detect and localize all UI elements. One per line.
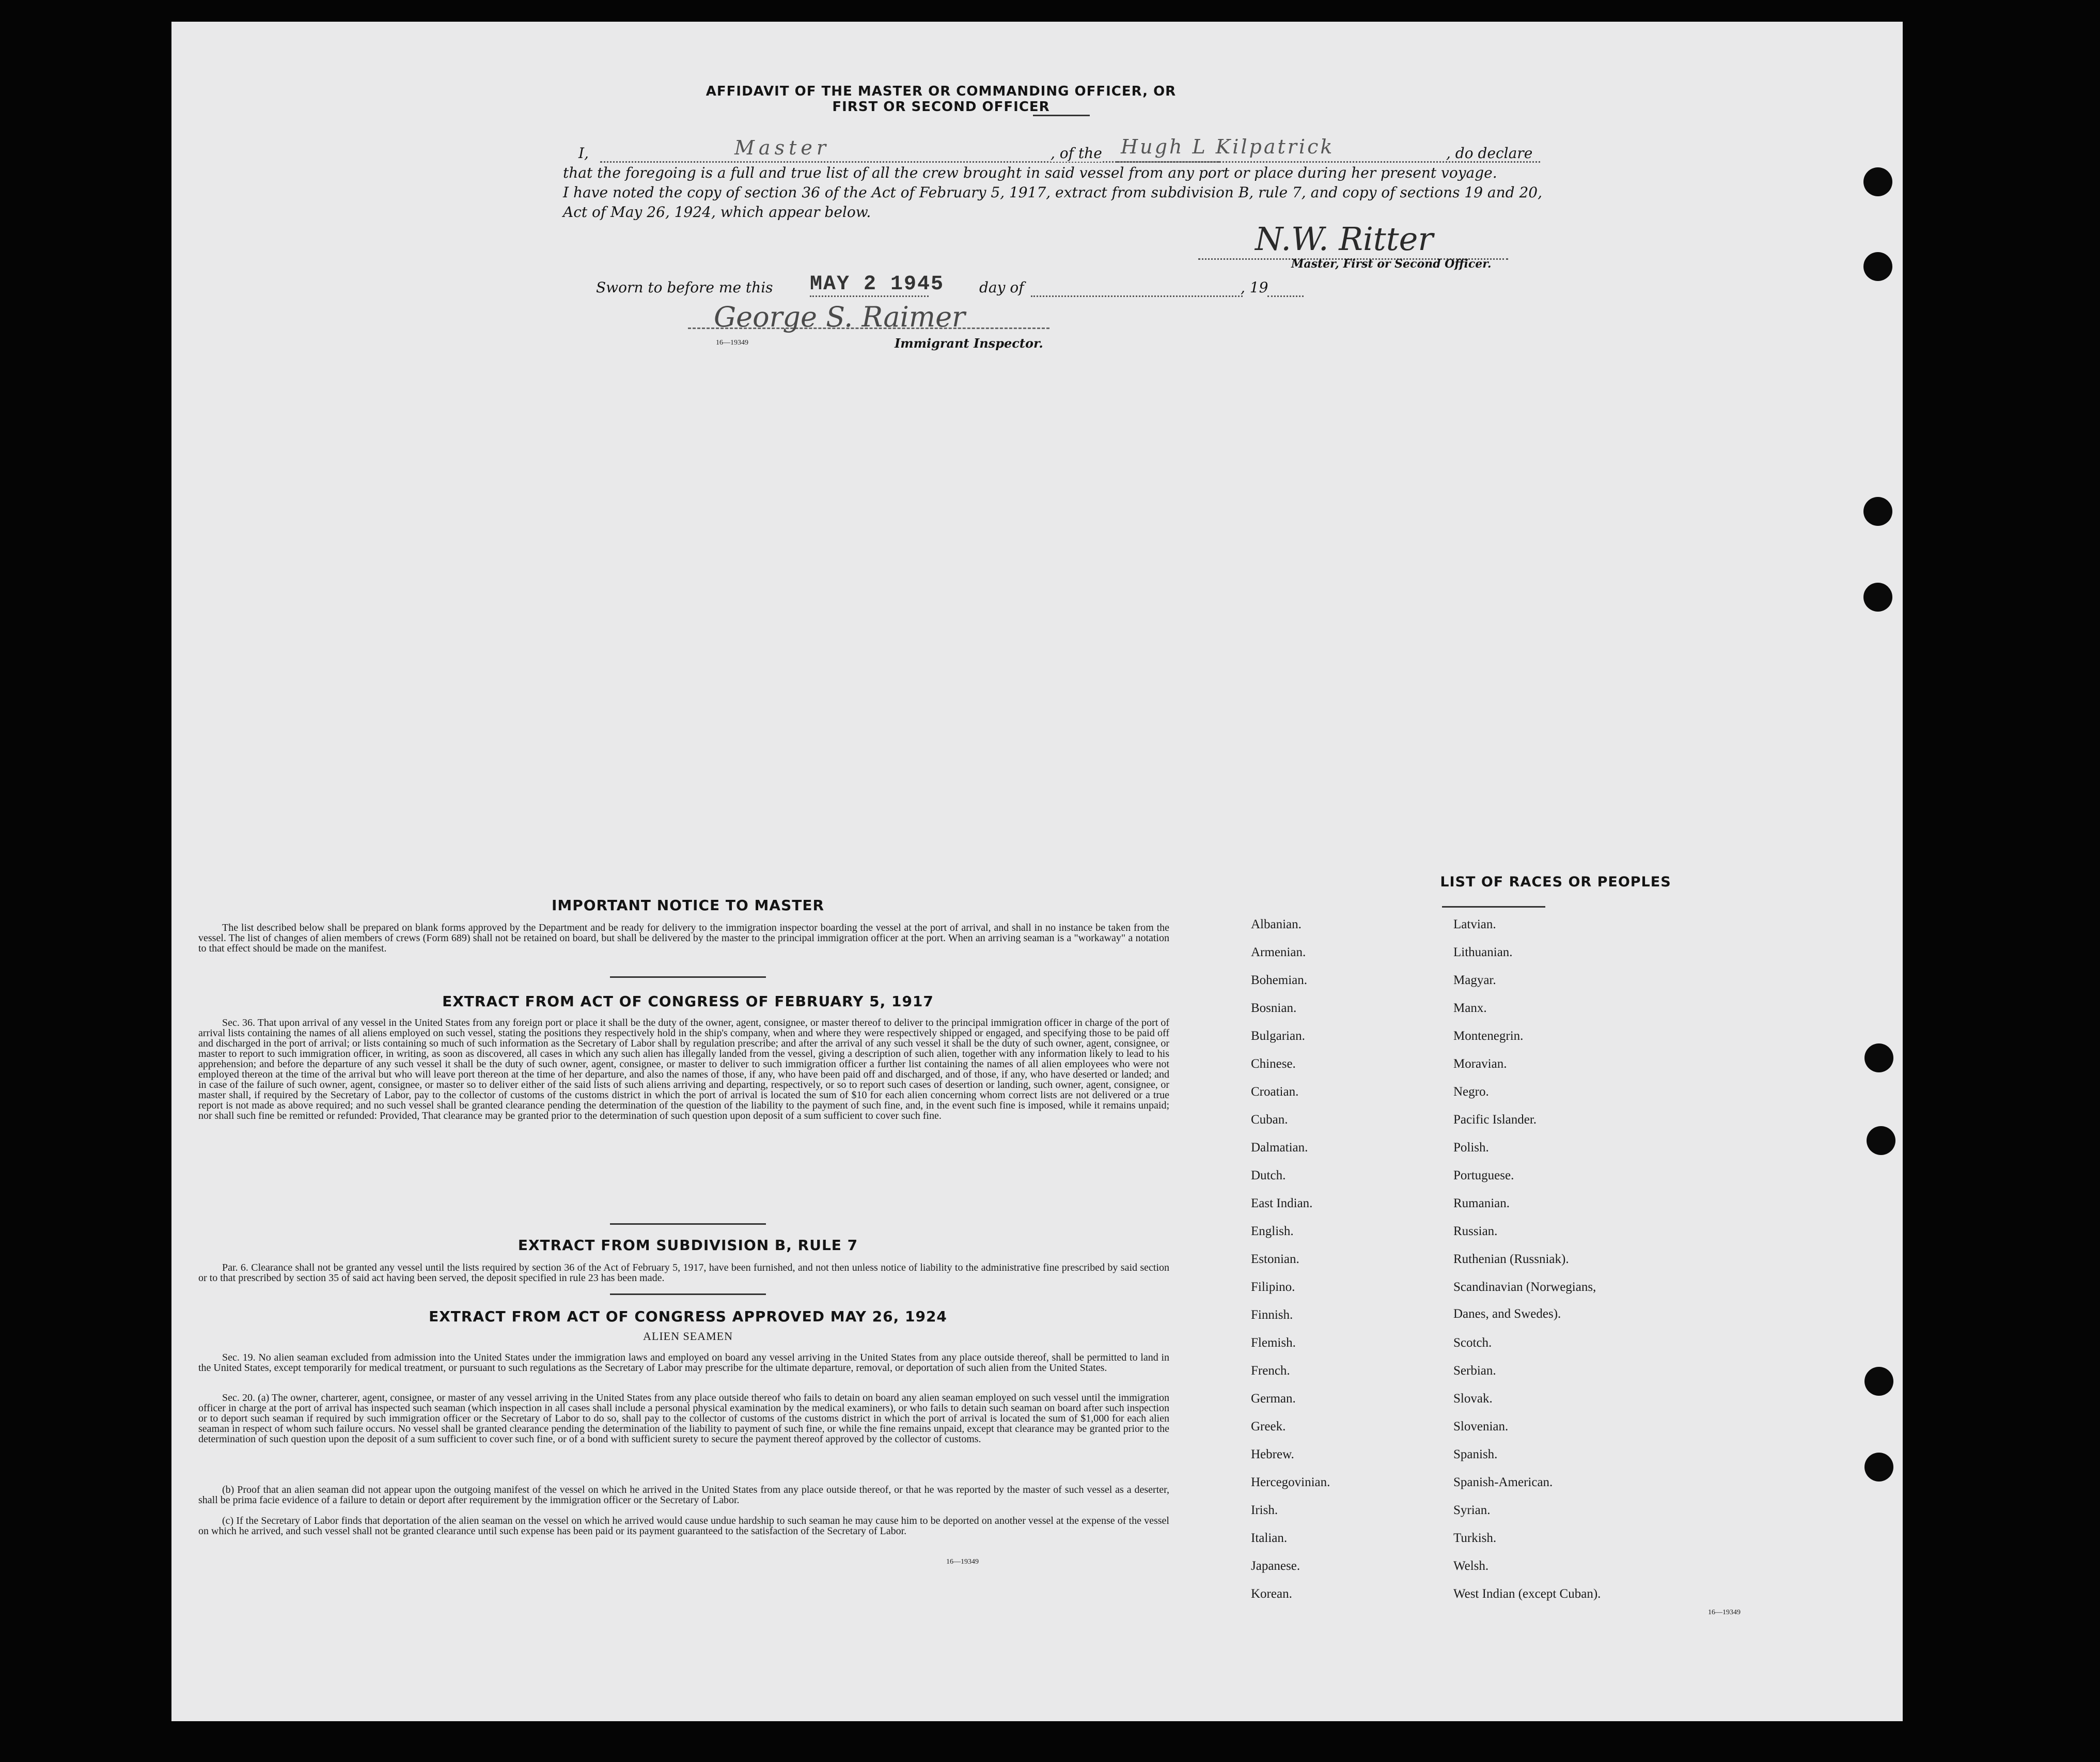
race-item: Scotch. <box>1453 1336 1492 1350</box>
extract-1917-title: EXTRACT FROM ACT OF CONGRESS OF FEBRUARY 5, 1917 <box>442 993 934 1010</box>
master-name-handwritten: Master <box>734 136 830 159</box>
affidavit-form-number: 16—19349 <box>716 339 748 347</box>
sworn-label: Sworn to before me this <box>596 279 773 296</box>
affidavit-title: AFFIDAVIT OF THE MASTER OR COMMANDING OFFICER, OR FIRST OR SECOND OFFICER <box>706 84 1177 115</box>
extract-1924-title: EXTRACT FROM ACT OF CONGRESS APPROVED MAY 26, 1924 <box>429 1308 947 1325</box>
notice-title: IMPORTANT NOTICE TO MASTER <box>551 897 825 914</box>
alien-seamen-subtitle: ALIEN SEAMEN <box>643 1330 733 1343</box>
binder-hole <box>1863 167 1892 196</box>
divider <box>610 976 766 978</box>
inspector-caption: Immigrant Inspector. <box>895 336 1043 351</box>
race-item: Serbian. <box>1453 1364 1496 1378</box>
year-line <box>1267 290 1304 297</box>
year-prefix: , 19 <box>1241 279 1268 296</box>
race-item: Pacific Islander. <box>1453 1113 1537 1127</box>
race-item: Magyar. <box>1453 973 1496 987</box>
affidavit-line-2: that the foregoing is a full and true list of all the crew brought in said vessel from any port or place during her present voyage. <box>563 164 1497 181</box>
race-item: Welsh. <box>1453 1559 1489 1573</box>
race-item: Montenegrin. <box>1453 1029 1524 1043</box>
race-item: Spanish. <box>1453 1447 1498 1461</box>
race-item: Croatian. <box>1251 1085 1299 1099</box>
signature-caption: Master, First or Second Officer. <box>1291 257 1492 271</box>
race-item: Dalmatian. <box>1251 1141 1308 1155</box>
race-item: Portuguese. <box>1453 1168 1514 1182</box>
extract-form-number: 16—19349 <box>946 1558 979 1566</box>
affidavit-do-declare: , do declare <box>1446 145 1533 162</box>
binder-hole <box>1863 252 1892 281</box>
race-item: Japanese. <box>1251 1559 1300 1573</box>
affidavit-line-3: I have noted the copy of section 36 of the Act of February 5, 1917, extract from subdivision B, rule 7, and copy of sections 19 and 20, <box>563 184 1543 201</box>
race-item: Filipino. <box>1251 1280 1295 1294</box>
race-item: Bohemian. <box>1251 973 1308 987</box>
race-item: French. <box>1251 1364 1290 1378</box>
race-item: Greek. <box>1251 1420 1286 1433</box>
race-item: Armenian. <box>1251 945 1306 959</box>
race-item: Syrian. <box>1453 1503 1491 1517</box>
race-item: Polish. <box>1453 1141 1489 1155</box>
race-item: Hebrew. <box>1251 1447 1294 1461</box>
affidavit-of-the: , of the <box>1051 145 1102 162</box>
race-item: Dutch. <box>1251 1168 1286 1182</box>
race-item: Spanish-American. <box>1453 1475 1553 1489</box>
race-item: Moravian. <box>1453 1057 1507 1071</box>
extract-1924-sec20c: (c) If the Secretary of Labor finds that deportation of the alien seaman on the vessel on which he arrived would cause undue hardship to such seaman he may cause him to be deported on another vessel at the expense of the vessel on which he arrived, and such vessel shall not be granted clearance until such expense has been paid or its payment guaranteed to the satisfaction of the Secretary of Labor. <box>198 1515 1169 1537</box>
extract-1917-body: Sec. 36. That upon arrival of any vessel in the United States from any foreign port or place it shall be the duty of the owner, agent, consignee, or master thereof to deliver to the principal immigration officer in charge of the port of arrival lists containing the names of all aliens employed on such vessel, stating the positions they respectively hold in the ship's company, when and where they were respectively shipped or engaged, and specifying those to be paid off and discharged in the port of arrival; or lists containing so much of such information as the Secretary of Labor shall by regulation prescribe; and after the arrival of any such vessel it shall be the duty of such owner, agent, consignee, or master to report to such immigration officer, in writing, as soon as discovered, all cases in which any such alien has illegally landed from the vessel, giving a description of such alien, together with any information likely to lead to his apprehension; and before the departure of any such vessel it shall be the duty of such owner, agent, consignee, or master to deliver to such immigration officer a further list containing the names of all alien employees who were not employed thereon at the time of the arrival but who will leave port thereon at the time of her departure, and also the names of those, if any, who have been paid off and discharged, and of those, if any, who have deserted or landed; and in case of the failure of such owner, agent, consignee, or master so to deliver either of the said lists of such aliens arriving and departing, respectively, or so to report such cases of desertion or landing, such owner, agent, consignee, or master shall, if required by the Secretary of Labor, pay to the collector of customs of the customs district in which the port of arrival is located the sum of $10 for each alien concerning whom correct lists are not delivered or a true report is not made as above required; and no such vessel shall be granted clearance pending the determination of the question of the liability to the payment of such fine, and, in the event such fine is imposed, while it remains unpaid; nor shall such fine be remitted or refunded: Provided, That clearance may be granted prior to the determination of such question upon deposit of a sum sufficient to cover such fine. <box>198 1017 1169 1121</box>
race-item: Lithuanian. <box>1453 945 1513 959</box>
race-item: German. <box>1251 1392 1296 1406</box>
race-item: English. <box>1251 1224 1294 1238</box>
binder-hole <box>1864 1043 1893 1072</box>
race-item: Bosnian. <box>1251 1001 1297 1015</box>
race-item: Negro. <box>1453 1085 1489 1099</box>
divider <box>610 1223 766 1225</box>
race-item: West Indian (except Cuban). <box>1453 1587 1601 1601</box>
race-item: Turkish. <box>1453 1531 1497 1545</box>
race-item: Ruthenian (Russniak). <box>1453 1252 1569 1266</box>
binder-hole <box>1864 1367 1893 1396</box>
race-item: East Indian. <box>1251 1196 1313 1210</box>
month-line <box>1031 290 1243 297</box>
vessel-name-handwritten: Hugh L Kilpatrick <box>1121 135 1335 158</box>
race-item: Hercegovinian. <box>1251 1475 1330 1489</box>
race-item: Slovenian. <box>1453 1420 1509 1433</box>
race-item: Italian. <box>1251 1531 1288 1545</box>
divider <box>1442 906 1545 908</box>
race-item: Irish. <box>1251 1503 1278 1517</box>
extract-1924-sec20a: Sec. 20. (a) The owner, charterer, agent, consignee, or master of any vessel arriving in the United States from any place outside thereof who fails to detain on board any alien seaman employed on such vessel until the immigration officer in charge at the port of arrival has inspected such seaman (which inspection in all cases shall include a personal physical examination by the medical examiners), or who fails to detain such seaman on board after such inspection or to deport such seaman if required by such immigration officer or the Secretary of Labor to do so, shall pay to the collector of customs of the customs district in which the port of arrival is located the sum of $1,000 for each alien seaman in respect of whom such failure occurs. No vessel shall be granted clearance pending the determination of the liability to payment of such fine, or while the fine remains unpaid, except that clearance may be granted prior to the determination of such question upon the deposit of a sum sufficient to cover such fine, or of a bond with sufficient surety to secure the payment thereof approved by the collector of customs. <box>198 1392 1169 1445</box>
race-item: Slovak. <box>1453 1392 1493 1406</box>
day-line <box>810 290 929 297</box>
race-item: Bulgarian. <box>1251 1029 1305 1043</box>
affidavit-i-label: I, <box>578 145 589 162</box>
races-title: LIST OF RACES OR PEOPLES <box>1440 874 1671 890</box>
race-item: Chinese. <box>1251 1057 1296 1071</box>
races-form-number: 16—19349 <box>1708 1609 1741 1616</box>
race-item: Manx. <box>1453 1001 1487 1015</box>
race-item: Finnish. <box>1251 1308 1293 1322</box>
extract-1924-sec19: Sec. 19. No alien seaman excluded from admission into the United States under the immigration laws and employed on board any vessel arriving in the United States from any place outside thereof, shall be permitted to land in the United States, except temporarily for medical treatment, or pursuant to such regulations as the Secretary of Labor may prescribe for the ultimate departure, removal, or deportation of such alien from the United States. <box>198 1352 1169 1374</box>
binder-hole <box>1863 583 1892 612</box>
master-signature: N.W. Ritter <box>1255 220 1433 258</box>
binder-hole <box>1864 1453 1893 1482</box>
notice-body: The list described below shall be prepared on blank forms approved by the Department and be ready for delivery to the immigration inspector boarding the vessel at the port of arrival, and shall in no instance be taken from the vessel. The list of changes of alien members of crews (Form 689) shall not be retained on board, but shall be delivered by the master to the principal immigration officer at the port. When an arriving seaman is a "workaway" a notation to that effect should be made on the manifest. <box>198 922 1169 954</box>
race-item: Flemish. <box>1251 1336 1296 1350</box>
race-scandinavian-continued: Danes, and Swedes). <box>1453 1307 1561 1321</box>
divider <box>1033 115 1090 116</box>
race-item: Estonian. <box>1251 1252 1299 1266</box>
race-item: Latvian. <box>1453 917 1496 931</box>
document-sheet <box>171 22 1903 1721</box>
race-item: Cuban. <box>1251 1113 1288 1127</box>
subdivision-b-body: Par. 6. Clearance shall not be granted any vessel until the lists required by section 36 of the Act of February 5, 1917, have been furnished, and not then unless notice of liability to the administrative fine prescribed by said section or to that prescribed by section 35 of said act having been served, the deposit specified in rule 23 has been made. <box>198 1262 1169 1284</box>
divider <box>610 1293 766 1295</box>
race-item: Scandinavian (Norwegians, <box>1453 1280 1596 1294</box>
day-of-label: day of <box>979 279 1024 296</box>
race-item: Rumanian. <box>1453 1196 1510 1210</box>
inspector-signature: George S. Raimer <box>714 301 965 333</box>
race-item: Albanian. <box>1251 917 1302 931</box>
affidavit-line-4: Act of May 26, 1924, which appear below. <box>563 204 871 221</box>
race-item: Russian. <box>1453 1224 1498 1238</box>
extract-1924-sec20b: (b) Proof that an alien seaman did not appear upon the outgoing manifest of the vessel on which he arrived in the United States from any place outside thereof, or that he was reported by the master of such vessel as a deserter, shall be prima facie evidence of a failure to detain or deport after requirement by the immigration officer or the Secretary of Labor. <box>198 1484 1169 1506</box>
binder-hole <box>1867 1126 1895 1155</box>
subdivision-b-title: EXTRACT FROM SUBDIVISION B, RULE 7 <box>518 1237 858 1254</box>
race-item: Korean. <box>1251 1587 1292 1601</box>
binder-hole <box>1863 497 1892 526</box>
date-stamp: MAY 2 1945 <box>810 273 945 296</box>
